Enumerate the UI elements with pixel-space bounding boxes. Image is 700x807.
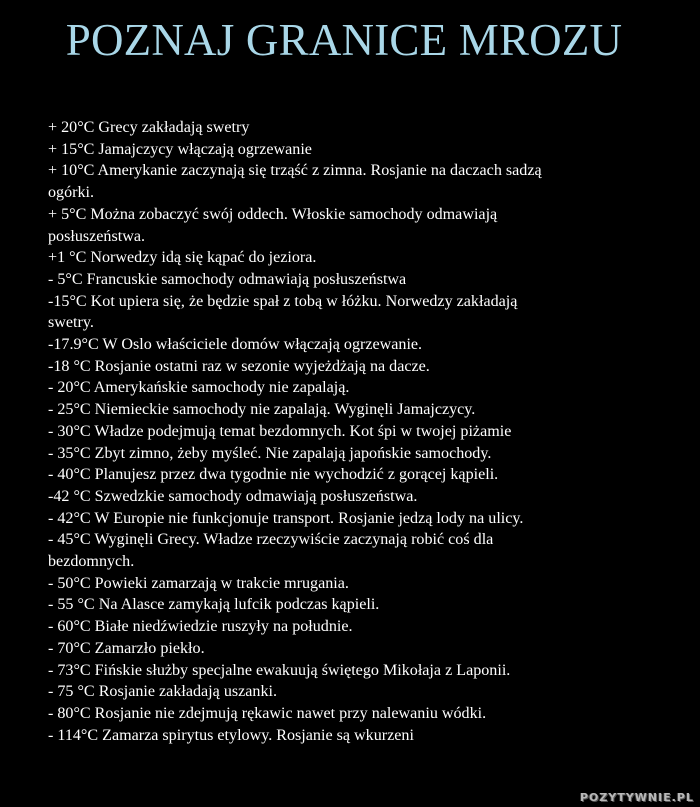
list-item: - 70°C Zamarzło piekło. — [48, 639, 205, 657]
list-item: - 35°C Zbyt zimno, żeby myśleć. Nie zapalają japońskie samochody. — [48, 444, 492, 462]
list-item: - 42°C W Europie nie funkcjonuje transport. Rosjanie jedzą lody na ulicy. — [48, 509, 524, 527]
list-item: - 20°C Amerykańskie samochody nie zapalają. — [48, 379, 350, 397]
list-item: +1 °C Norwedzy idą się kąpać do jeziora. — [48, 249, 317, 267]
list-item: - 25°C Niemieckie samochody nie zapalają. Wyginęli Jamajczycy. — [48, 401, 476, 419]
list-item: - 114°C Zamarza spirytus etylowy. Rosjanie są wkurzeni — [48, 726, 414, 744]
list-item: - 80°C Rosjanie nie zdejmują rękawic nawet przy nalewaniu wódki. — [48, 704, 487, 722]
list-item: - 5°C Francuskie samochody odmawiają posłuszeństwa — [48, 270, 407, 288]
list-item: -17.9°C W Oslo właściciele domów włączają ogrzewanie. — [48, 336, 423, 354]
list-item: + 10°C Amerykanie zaczynają się trząść z zimna. Rosjanie na daczach sadzą — [48, 162, 542, 180]
list-item: - 60°C Białe niedźwiedzie ruszyły na południe. — [48, 618, 353, 636]
list-item: - 45°C Wyginęli Grecy. Władze rzeczywiście zaczynają robić coś dla — [48, 531, 494, 549]
list-item: -42 °C Szwedzkie samochody odmawiają posłuszeństwa. — [48, 487, 418, 505]
list-item: swetry. — [48, 314, 94, 332]
list-item: - 55 °C Na Alasce zamykają lufcik podczas kąpieli. — [48, 596, 380, 614]
list-item: - 40°C Planujesz przez dwa tygodnie nie wychodzić z gorącej kąpieli. — [48, 466, 499, 484]
list-item: - 75 °C Rosjanie zakładają uszanki. — [48, 683, 277, 701]
list-item: - 50°C Powieki zamarzają w trakcie mrugania. — [48, 574, 349, 592]
watermark-logo: POZYTYWNIE.PL — [579, 791, 694, 804]
list-item: ogórki. — [48, 184, 95, 202]
list-item: - 30°C Władze podejmują temat bezdomnych. Kot śpi w twojej piżamie — [48, 422, 512, 440]
list-item: -18 °C Rosjanie ostatni raz w sezonie wyjeżdżają na dacze. — [48, 357, 430, 375]
temperature-list — [48, 117, 648, 746]
list-item: + 15°C Jamajczycy włączają ogrzewanie — [48, 140, 312, 158]
list-item: + 20°C Grecy zakładają swetry — [48, 119, 250, 136]
list-item: bezdomnych. — [48, 553, 135, 571]
page-title: POZNAJ GRANICE MROZU — [65, 15, 623, 65]
list-item: + 5°C Można zobaczyć swój oddech. Włoskie samochody odmawiają — [48, 205, 498, 223]
list-item: -15°C Kot upiera się, że będzie spał z tobą w łóżku. Norwedzy zakładają — [48, 292, 518, 310]
list-item: posłuszeństwa. — [48, 227, 145, 245]
list-item: - 73°C Fińskie służby specjalne ewakuują świętego Mikołaja z Laponii. — [48, 661, 511, 679]
